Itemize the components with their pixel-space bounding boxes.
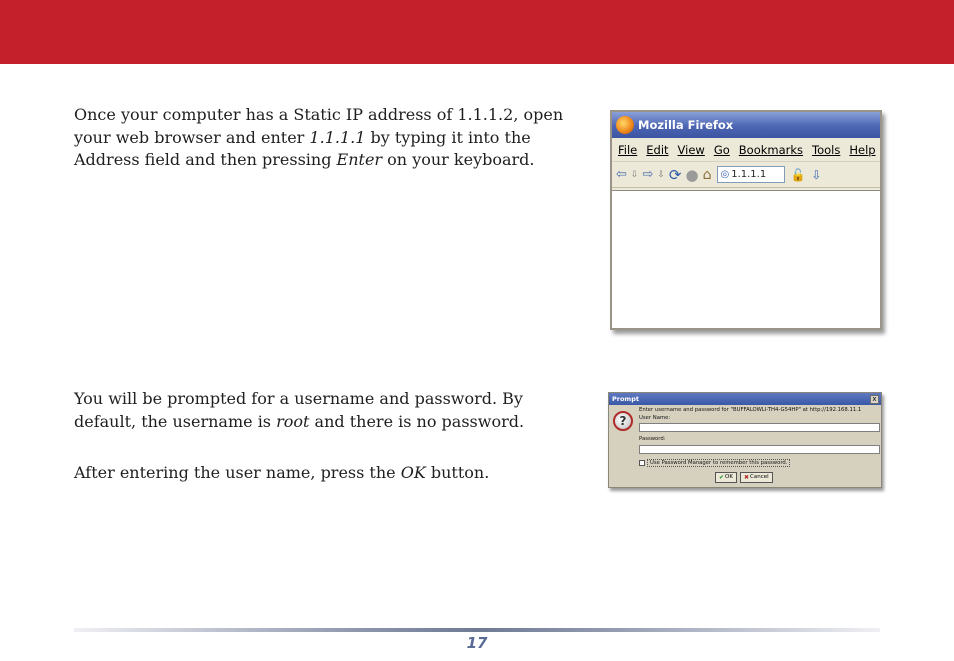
firefox-content-area xyxy=(612,190,880,328)
menu-help: Help xyxy=(849,142,876,157)
prompt-message: Enter username and password for "BUFFALOWLI-TH4-G54HP" at http://192.168.11.1 xyxy=(639,407,862,413)
prompt-buttons xyxy=(715,472,776,483)
firefox-window-screenshot xyxy=(610,110,882,330)
prompt-dialog-screenshot xyxy=(608,392,882,488)
instruction-paragraph-ok xyxy=(74,462,574,485)
menu-bookmarks: Bookmarks xyxy=(738,142,804,157)
remember-password-checkbox xyxy=(639,460,645,466)
stop-icon: ● xyxy=(685,165,699,184)
p3-text-1: After entering the user name, press the xyxy=(74,463,401,482)
p2-text-1: You will be prompted for a username and password. By default, the username is xyxy=(74,389,523,431)
menu-view: View xyxy=(677,142,705,157)
firefox-title-bar xyxy=(612,112,880,138)
forward-icon: ⇨ xyxy=(642,167,654,182)
prompt-title-bar xyxy=(609,393,881,405)
p1-text-3: on your keyboard. xyxy=(382,150,535,169)
cancel-icon: ✖ xyxy=(743,474,749,481)
prompt-title: Prompt xyxy=(612,395,639,403)
page-icon: ◎ xyxy=(720,169,730,180)
remember-password-row xyxy=(639,459,790,467)
p1-text-2: by typing it into the Address field and then pressing xyxy=(74,127,531,169)
page-number: 17 xyxy=(466,634,488,652)
user-name-field xyxy=(639,423,880,432)
p2-text-2: and there is no password. xyxy=(309,411,525,431)
remember-password-label: Use Password Manager to remember this password. xyxy=(647,459,790,467)
p1-enter-key: Enter xyxy=(336,150,383,169)
p1-text-1: Once your computer has a Static IP address of 1.1.1.2, open your web browser and enter xyxy=(74,105,564,147)
address-value: 1.1.1.1 xyxy=(731,169,767,180)
back-icon: ⇦ xyxy=(616,167,627,182)
back-dropdown-icon: ⇩ xyxy=(630,169,639,180)
cancel-button xyxy=(740,472,773,483)
instruction-paragraph-credentials xyxy=(74,388,574,433)
p2-username: root xyxy=(276,411,310,431)
instruction-paragraph-browser xyxy=(74,104,574,172)
p1-ip-address: 1.1.1.1 xyxy=(309,127,366,147)
footer-rule xyxy=(74,628,880,632)
close-icon: x xyxy=(870,395,879,404)
go-icon: ⇩ xyxy=(811,167,822,182)
lock-icon: 🔓 xyxy=(790,167,806,182)
top-banner xyxy=(0,0,954,64)
password-label: Password: xyxy=(639,436,666,442)
home-icon: ⌂ xyxy=(702,166,712,183)
firefox-title: Mozilla Firefox xyxy=(638,118,734,132)
menu-go: Go xyxy=(713,142,730,157)
firefox-logo-icon xyxy=(616,116,634,134)
ok-button xyxy=(715,472,737,483)
menu-file: File xyxy=(618,142,638,157)
menu-edit: Edit xyxy=(646,142,669,157)
menu-tools: Tools xyxy=(812,142,841,157)
p3-text-2: button. xyxy=(425,463,490,482)
reload-icon: ⟳ xyxy=(668,165,682,184)
p3-ok-button-name: OK xyxy=(400,463,426,482)
ok-button-label: OK xyxy=(725,474,733,480)
password-field xyxy=(639,445,880,454)
cancel-button-label: Cancel xyxy=(750,474,769,480)
question-icon: ? xyxy=(613,411,633,431)
forward-dropdown-icon: ⇩ xyxy=(657,169,665,180)
user-name-label: User Name: xyxy=(639,415,671,421)
firefox-navigation-toolbar xyxy=(612,162,880,188)
address-field xyxy=(717,166,785,183)
firefox-menu-bar xyxy=(612,138,880,162)
check-icon: ✔ xyxy=(719,474,725,481)
